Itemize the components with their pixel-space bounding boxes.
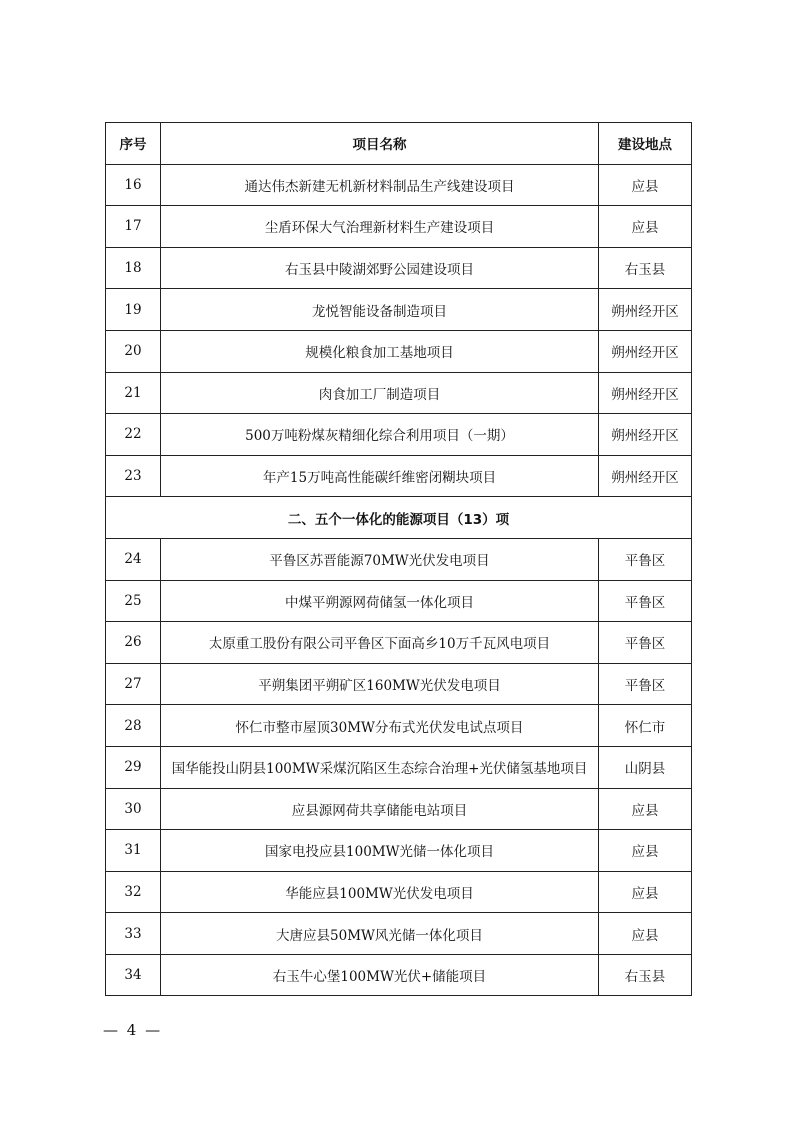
cell-serial-number: 23 [106, 455, 161, 497]
table-row [106, 871, 692, 913]
cell-serial-number: 19 [106, 289, 161, 331]
table-row [106, 954, 692, 996]
cell-serial-number: 21 [106, 372, 161, 414]
table-row [106, 538, 692, 580]
cell-project-name: 龙悦智能设备制造项目 [161, 289, 599, 331]
cell-location: 朔州经开区 [599, 330, 692, 372]
cell-project-name: 华能应县100MW光伏发电项目 [161, 871, 599, 913]
cell-location: 应县 [599, 830, 692, 872]
cell-project-name: 大唐应县50MW风光储一体化项目 [161, 913, 599, 955]
page-number: — 4 — [103, 1021, 163, 1039]
cell-project-name: 右玉牛心堡100MW光伏+储能项目 [161, 954, 599, 996]
cell-location: 平鲁区 [599, 663, 692, 705]
cell-project-name: 尘盾环保大气治理新材料生产建设项目 [161, 206, 599, 248]
table-row [106, 913, 692, 955]
cell-serial-number: 16 [106, 164, 161, 206]
cell-location: 朔州经开区 [599, 414, 692, 456]
cell-serial-number: 25 [106, 580, 161, 622]
cell-serial-number: 24 [106, 538, 161, 580]
cell-location: 应县 [599, 206, 692, 248]
cell-serial-number: 26 [106, 622, 161, 664]
cell-project-name: 平朔集团平朔矿区160MW光伏发电项目 [161, 663, 599, 705]
cell-project-name: 规模化粮食加工基地项目 [161, 330, 599, 372]
cell-location: 应县 [599, 913, 692, 955]
table-row [106, 622, 692, 664]
table-body-section-2 [106, 538, 692, 996]
cell-serial-number: 17 [106, 206, 161, 248]
cell-serial-number: 22 [106, 414, 161, 456]
cell-serial-number: 31 [106, 830, 161, 872]
table-row [106, 788, 692, 830]
cell-location: 朔州经开区 [599, 455, 692, 497]
cell-location: 山阴县 [599, 746, 692, 788]
cell-location: 应县 [599, 164, 692, 206]
cell-serial-number: 27 [106, 663, 161, 705]
table-header-row [106, 123, 692, 165]
cell-location: 平鲁区 [599, 538, 692, 580]
table-row [106, 330, 692, 372]
cell-location: 朔州经开区 [599, 289, 692, 331]
cell-project-name: 右玉县中陵湖郊野公园建设项目 [161, 247, 599, 289]
table-body-section-header [106, 497, 692, 539]
table-row [106, 663, 692, 705]
cell-location: 应县 [599, 788, 692, 830]
cell-project-name: 年产15万吨高性能碳纤维密闭糊块项目 [161, 455, 599, 497]
table-row [106, 580, 692, 622]
projects-table [105, 122, 692, 996]
table-row [106, 705, 692, 747]
section-title: 二、五个一体化的能源项目（13）项 [106, 497, 692, 539]
cell-location: 平鲁区 [599, 622, 692, 664]
table-row [106, 164, 692, 206]
table-row [106, 746, 692, 788]
cell-project-name: 太原重工股份有限公司平鲁区下面高乡10万千瓦风电项目 [161, 622, 599, 664]
cell-serial-number: 33 [106, 913, 161, 955]
cell-project-name: 500万吨粉煤灰精细化综合利用项目（一期） [161, 414, 599, 456]
table-row [106, 247, 692, 289]
cell-project-name: 中煤平朔源网荷储氢一体化项目 [161, 580, 599, 622]
cell-project-name: 国家电投应县100MW光储一体化项目 [161, 830, 599, 872]
cell-project-name: 应县源网荷共享储能电站项目 [161, 788, 599, 830]
table-row [106, 414, 692, 456]
header-project-name: 项目名称 [161, 123, 599, 165]
cell-serial-number: 34 [106, 954, 161, 996]
cell-project-name: 平鲁区苏晋能源70MW光伏发电项目 [161, 538, 599, 580]
cell-serial-number: 28 [106, 705, 161, 747]
cell-serial-number: 29 [106, 746, 161, 788]
cell-location: 右玉县 [599, 247, 692, 289]
cell-location: 右玉县 [599, 954, 692, 996]
table-row [106, 455, 692, 497]
header-serial-number: 序号 [106, 123, 161, 165]
cell-project-name: 国华能投山阴县100MW采煤沉陷区生态综合治理+光伏储氢基地项目 [161, 746, 599, 788]
cell-serial-number: 32 [106, 871, 161, 913]
cell-project-name: 肉食加工厂制造项目 [161, 372, 599, 414]
cell-serial-number: 18 [106, 247, 161, 289]
table-row [106, 830, 692, 872]
cell-location: 朔州经开区 [599, 372, 692, 414]
cell-serial-number: 30 [106, 788, 161, 830]
cell-project-name: 通达伟杰新建无机新材料制品生产线建设项目 [161, 164, 599, 206]
cell-serial-number: 20 [106, 330, 161, 372]
table-body-section-1 [106, 164, 692, 497]
cell-project-name: 怀仁市整市屋顶30MW分布式光伏发电试点项目 [161, 705, 599, 747]
cell-location: 怀仁市 [599, 705, 692, 747]
section-title-row [106, 497, 692, 539]
cell-location: 应县 [599, 871, 692, 913]
table-row [106, 206, 692, 248]
cell-location: 平鲁区 [599, 580, 692, 622]
table-row [106, 289, 692, 331]
header-location: 建设地点 [599, 123, 692, 165]
table-row [106, 372, 692, 414]
